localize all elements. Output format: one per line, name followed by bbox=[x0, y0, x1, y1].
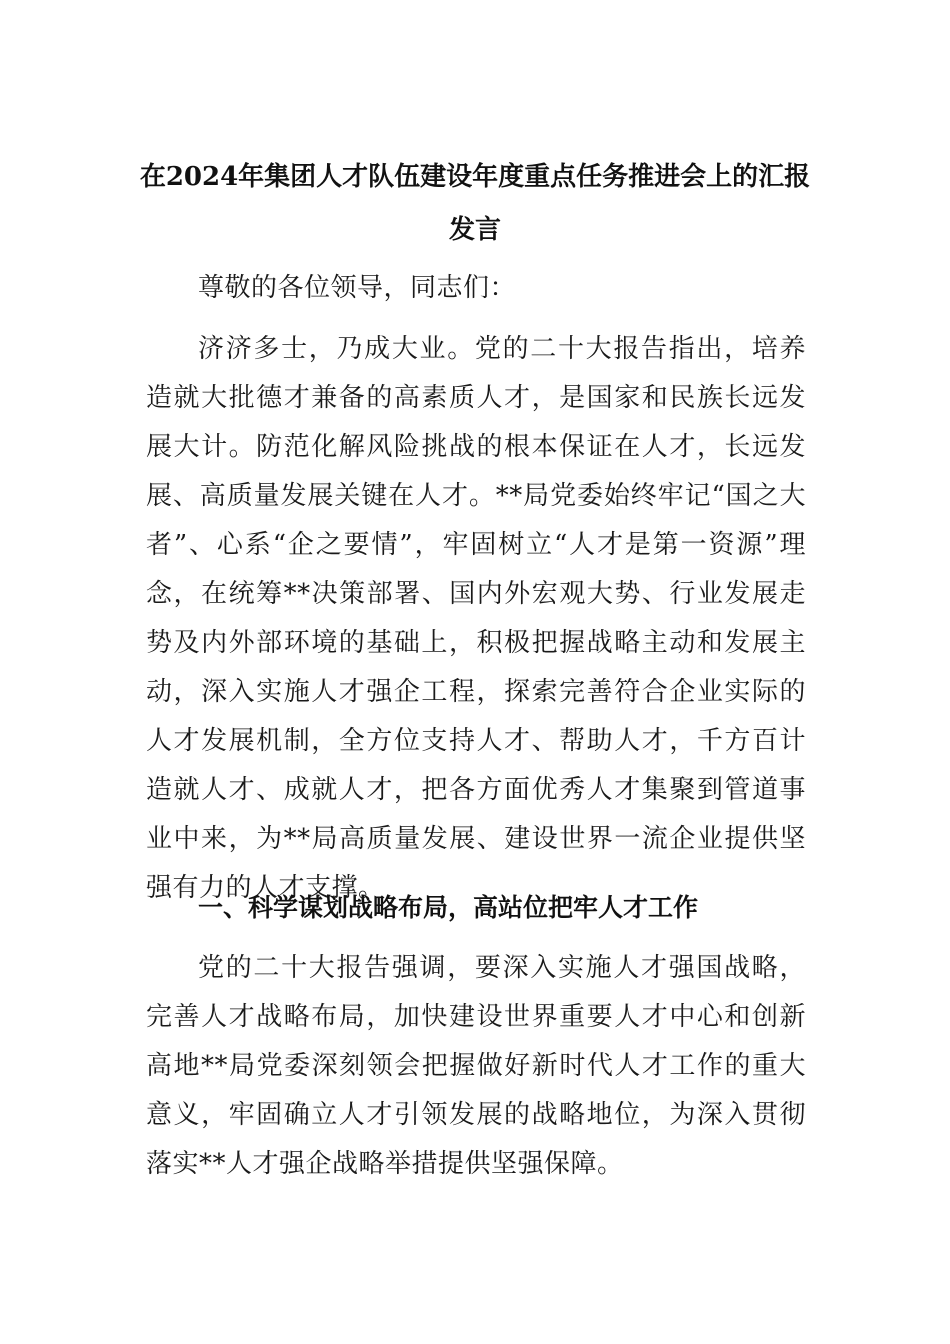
body-paragraph-2: 党的二十大报告强调，要深入实施人才强国战略，完善人才战略布局，加快建设世界重要人才中心和创新高地**局党委深刻领会把握做好新时代人才工作的重大意义，牢固确立人才引领发展的战略地位，为深入贯彻落实**人才强企战略举措提供坚强保障。 bbox=[146, 953, 806, 1179]
section-heading-1: 一、科学谋划战略布局，高站位把牢人才工作 bbox=[198, 893, 699, 922]
body-paragraph-1: 济济多士，乃成大业。党的二十大报告指出，培养造就大批德才兼备的高素质人才，是国家和民族长远发展大计。防范化解风险挑战的根本保证在人才，长远发展、高质量发展关键在人才。**局党委始终牢记“国之大者”、心系“企之要情”，牢固树立“人才是第一资源”理念，在统筹**决策部署、国内外宏观大势、行业发展走势及内外部环境的基础上，积极把握战略主动和发展主动，深入实施人才强企工程，探索完善符合企业实际的人才发展机制，全方位支持人才、帮助人才，千方百计造就人才、成就人才，把各方面优秀人才集聚到管道事业中来，为**局高质量发展、建设世界一流企业提供坚强有力的人才支撑。 bbox=[146, 334, 806, 903]
document-title-line-2: 发言 bbox=[448, 215, 501, 245]
document-title-line-1: 在2024年集团人才队伍建设年度重点任务推进会上的汇报 bbox=[139, 162, 811, 192]
salutation: 尊敬的各位领导，同志们： bbox=[198, 273, 517, 303]
